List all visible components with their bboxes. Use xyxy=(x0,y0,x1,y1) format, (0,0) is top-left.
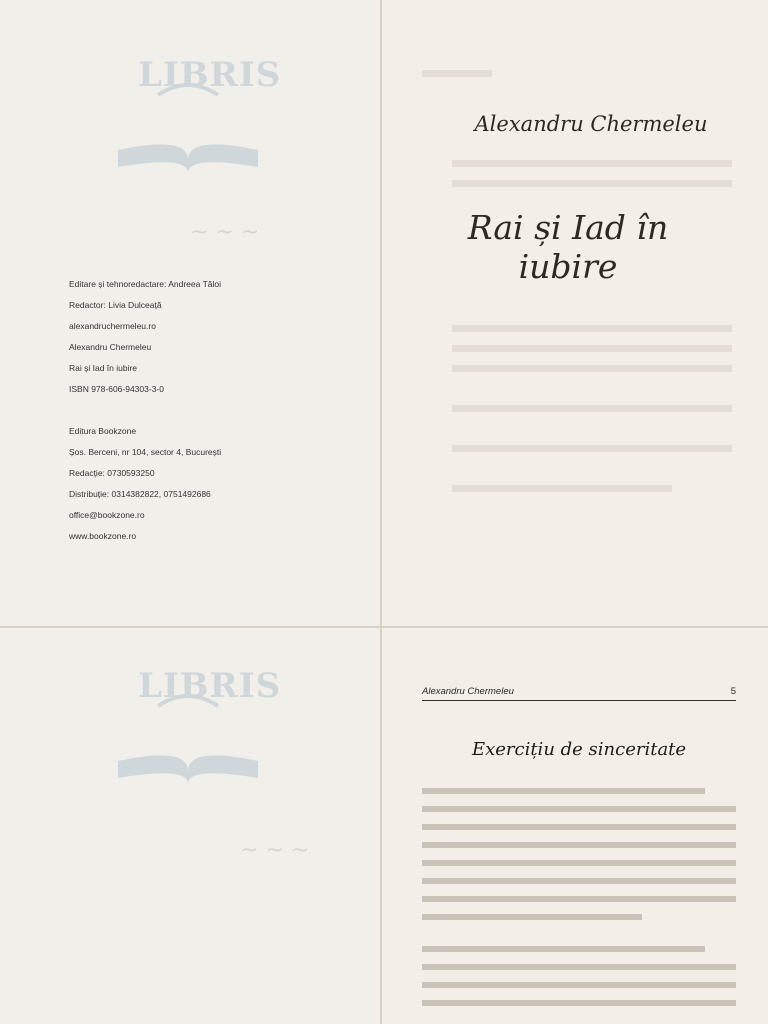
page-number: 5 xyxy=(730,686,736,697)
libris-watermark-logo xyxy=(98,55,282,185)
imprint-email: office@bookzone.ro xyxy=(69,510,145,520)
title-page-title: Rai și Iad în iubire xyxy=(467,208,669,286)
imprint-distribution: Distribuție: 0314382822, 0751492686 xyxy=(69,489,211,499)
bleed-through-title: ~ ~ ~ xyxy=(240,838,310,863)
imprint-isbn: ISBN 978-606-94303-3-0 xyxy=(69,384,164,394)
bleed-through-line xyxy=(452,345,732,352)
running-head-author: Alexandru Chermeleu xyxy=(422,686,514,697)
title-page xyxy=(382,0,768,626)
imprint-page xyxy=(0,0,380,626)
open-book-icon xyxy=(98,666,282,796)
imprint-www: www.bookzone.ro xyxy=(69,531,137,541)
verso-page xyxy=(0,628,380,1024)
imprint-editing: Editare și tehnoredactare: Andreea Tăloi xyxy=(69,279,221,289)
imprint-author: Alexandru Chermeleu xyxy=(69,342,152,352)
bleed-through-line xyxy=(452,485,672,492)
imprint-website: alexandruchermeleu.ro xyxy=(69,321,156,331)
body-text-placeholder xyxy=(422,788,736,932)
open-book-icon xyxy=(98,55,282,185)
bleed-through-line xyxy=(452,445,732,452)
imprint-book-title: Rai și Iad în iubire xyxy=(69,363,138,373)
body-text-placeholder xyxy=(422,946,736,1018)
imprint-publisher: Editura Bookzone xyxy=(69,426,137,436)
bleed-through-line xyxy=(422,70,492,77)
bleed-through-line xyxy=(452,325,732,332)
libris-watermark-word: LIBRIS xyxy=(138,55,282,95)
bleed-through-title: ~ ~ ~ xyxy=(190,220,260,245)
imprint-address: Șos. Berceni, nr 104, sector 4, București xyxy=(69,447,222,457)
imprint-newsroom: Redacție: 0730593250 xyxy=(69,468,155,478)
bleed-through-line xyxy=(452,180,732,187)
libris-watermark-logo xyxy=(98,666,282,796)
title-page-author: Alexandru Chermeleu xyxy=(474,112,708,136)
bleed-through-line xyxy=(452,365,732,372)
libris-watermark-word: LIBRIS xyxy=(138,666,282,706)
bleed-through-line xyxy=(452,405,732,412)
running-head xyxy=(422,686,736,701)
imprint-editor: Redactor: Livia Dulceață xyxy=(69,300,162,310)
bleed-through-line xyxy=(452,160,732,167)
chapter-title: Exercițiu de sinceritate xyxy=(471,739,687,760)
